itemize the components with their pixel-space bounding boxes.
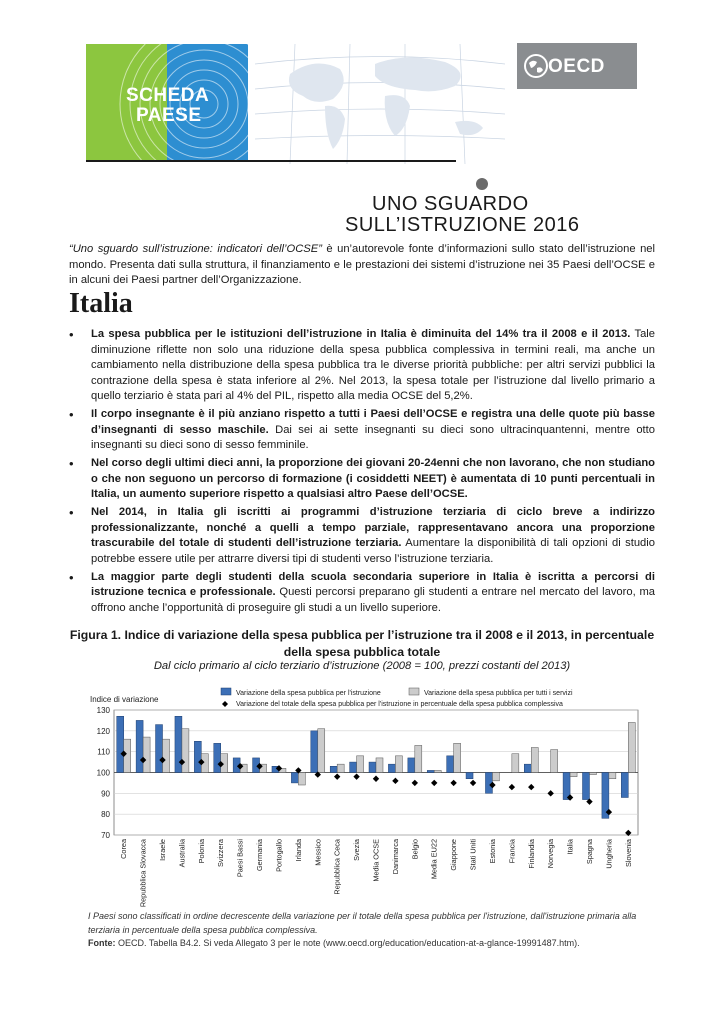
bar-all-services-spending [609,773,616,779]
bar-education-spending [408,758,415,773]
legend-swatch-education [221,688,231,695]
bar-education-spending [388,764,395,772]
bar-education-spending [194,741,201,772]
bar-all-services-spending [143,737,150,772]
bar-education-spending [621,773,628,798]
bar-education-spending [466,773,473,779]
key-finding-bold: La maggior parte degli studenti della scuola secondaria superiore in Italia è iscritta a percorsi di istruzione tecnica e professionale. [91,570,655,599]
badge-line-2: PAESE [136,105,202,126]
x-tick-label: Belgio [410,839,420,860]
y-tick-label: 70 [101,831,110,840]
bar-all-services-spending [395,756,402,773]
x-tick-label: Messico [313,839,323,866]
key-finding-text: Tale diminuzione riflette non solo una riduzione della spesa pubblica complessiva in termini reali, ma anche un cambiamento nella distribuzione della spesa pubblica tra le diverse priorità pubbliche: per altri servizi pubblici la contrazione della spesa è stata inferiore al 2%. Nel 2013, la spesa totale per l’istruzione dal livello primario a quello terziario è stata pari al 4% del PIL, rispetto alla media OCSE del 5,2%. [91,328,655,403]
y-tick-label: 100 [96,768,110,778]
bar-all-services-spending [337,764,344,772]
bar-education-spending [330,766,337,772]
x-tick-label: Estonia [487,839,497,864]
bar-all-services-spending [551,750,558,773]
key-finding-item [69,456,655,503]
key-finding-item [69,327,655,405]
key-finding-item [69,505,655,567]
legend-marker-share [222,701,228,707]
y-axis-label: Indice di variazione [90,695,159,704]
spending-change-chart [86,684,646,910]
key-finding-bold: La spesa pubblica per le istituzioni dell’istruzione in Italia è diminuita del 14% tra il 2008 e il 2013. [91,328,631,340]
bar-education-spending [311,731,318,773]
x-tick-label: Spagna [584,839,594,865]
x-tick-label: Repubblica Slovacca [138,839,148,908]
key-finding-text: Questi percorsi preparano gli studenti a entrare nel mercato del lavoro, ma offrono anche l’opportunità di proseguire gli studi a un livello superiore. [91,586,655,614]
x-tick-label: Stati Uniti [468,839,478,871]
x-tick-label: Giappone [449,839,459,871]
intro-publication-name: “Uno sguardo sull’istruzione: indicatori dell’OCSE” [69,243,322,255]
legend-label-share: Variazione del totale della spesa pubblica per l'istruzione in percentuale della spesa pubblica complessiva [236,701,563,708]
x-tick-label: Media EU22 [429,839,439,880]
bar-all-services-spending [182,729,189,773]
x-tick-label: Polonia [196,839,206,864]
bar-education-spending [214,743,221,772]
badge-line-1: SCHEDA [126,85,210,106]
country-heading: Italia [69,288,133,319]
oecd-globe-icon [523,53,549,79]
x-tick-label: Francia [507,839,517,864]
figure-subtitle: Dal ciclo primario al ciclo terziario d’istruzione (2008 = 100, prezzi costanti del 2013) [153,660,571,672]
bar-all-services-spending [492,773,499,781]
source-label: Fonte: [88,938,116,948]
bar-all-services-spending [454,743,461,772]
y-tick-label: 120 [96,726,110,736]
x-tick-label: Slovenia [623,839,633,867]
intro-paragraph [69,242,655,289]
bar-education-spending [369,762,376,772]
header-dot [476,178,488,190]
legend-label-education: Variazione della spesa pubblica per l'istruzione [236,690,381,697]
x-tick-label: Svezia [352,839,362,861]
world-map-graphic [255,44,505,164]
key-finding-bold: Il corpo insegnante è il più anziano rispetto a tutti i Paesi dell’OCSE e registra una delle quote più basse d’insegnanti di sesso maschile. [91,408,655,436]
bar-all-services-spending [570,773,577,777]
bar-all-services-spending [512,754,519,773]
bar-all-services-spending [589,773,596,775]
y-tick-label: 80 [101,810,110,820]
key-findings-list [69,327,655,619]
bar-education-spending [447,756,454,773]
bar-all-services-spending [434,770,441,772]
x-tick-label: Germania [255,839,265,872]
y-tick-label: 130 [96,706,110,715]
bar-all-services-spending [163,739,170,772]
publication-title-line-2: SULL’ISTRUZIONE 2016 [345,214,580,236]
x-tick-label: Repubblica Ceca [332,839,342,895]
intro-text: è un’autorevole fonte d’informazioni sullo stato dell’istruzione nel mondo. Presenta dati sulla struttura, il finanziamento e le prestazioni dei sistemi d’istruzione nei 35 Paesi dell’OCSE e in alcuni dei Paesi partner dell’Organizzazione. [69,243,655,287]
x-tick-label: Norvegia [546,839,556,869]
header-rule [86,160,456,162]
x-tick-label: Svizzera [216,839,226,867]
y-tick-label: 110 [97,747,110,757]
x-tick-label: Ungheria [604,839,614,869]
key-finding-item [69,570,655,617]
x-tick-label: Paesi Bassi [235,839,245,878]
x-tick-label: Israele [158,839,168,861]
figure-title: Figura 1. Indice di variazione della spesa pubblica per l’istruzione tra il 2008 e il 2013, in percentuale della spesa pubblica totale [69,628,655,659]
bar-all-services-spending [415,745,422,772]
bar-all-services-spending [318,729,325,773]
bar-education-spending [582,773,589,800]
bar-education-spending [427,770,434,772]
bar-all-services-spending [628,723,635,773]
key-finding-text: Dai sei ai sette insegnanti su dieci sono ultracinquantenni, mentre otto insegnanti su dieci sono di sesso femminile. [91,423,655,452]
bar-education-spending [156,725,163,773]
x-tick-label: Portogallo [274,839,284,872]
x-tick-label: Irlanda [293,839,303,862]
key-finding-bold: Nel 2014, in Italia gli iscritti ai programmi d’istruzione terziaria di ciclo breve a indirizzo professionalizzante, nonché a quelli a tempo parziale, rappresentavano ancora una proporzione trascurabile del totale di studenti dell’istruzione terziaria. [91,506,655,550]
x-tick-label: Italia [565,839,575,855]
bar-education-spending [117,716,124,772]
x-tick-label: Australia [177,839,187,868]
x-tick-label: Danimarca [390,839,400,875]
bar-education-spending [524,764,531,772]
x-tick-label: Media OCSE [371,839,381,882]
bar-education-spending [136,720,143,772]
key-finding-bold: Nel corso degli ultimi dieci anni, la proporzione dei giovani 20-24enni che non lavorano, che non studiano o che non seguono un percorso di formazione (i cosiddetti NEET) è aumentata di 10 punti percentuali in Italia, un aumento superiore rispetto a qualsiasi altro Paese dell’OCSE. [91,457,655,501]
bar-all-services-spending [357,756,364,773]
x-tick-label: Corea [119,839,129,859]
key-finding-text: Aumentare la disponibilità di tali opzioni di studio potrebbe essere utile per attrarre diversi tipi di studenti verso l’istruzione terziaria. [91,537,655,565]
legend-label-all-services: Variazione della spesa pubblica per tutti i servizi [424,690,573,697]
x-tick-label: Finlandia [526,839,536,869]
legend-swatch-all-services [409,688,419,695]
oecd-logo-text: OECD [548,56,605,77]
bar-all-services-spending [298,773,305,786]
bar-all-services-spending [376,758,383,773]
source-text: OECD. Tabella B4.2. Si veda Allegato 3 per le note (www.oecd.org/education/education-at-a-glance-19991487.htm). [115,938,580,948]
bar-education-spending [350,762,357,772]
y-tick-label: 90 [101,789,110,799]
bar-education-spending [291,773,298,783]
key-finding-item [69,407,655,454]
figure-source [88,938,648,948]
figure-note: I Paesi sono classificati in ordine decrescente della variazione per il totale della spesa pubblica per l'istruzione, dall'istruzione primaria alla terziaria in percentuale della spesa pubblica complessiva. [88,911,637,935]
badge-title [126,86,209,126]
chart-legend [221,688,573,708]
bar-all-services-spending [531,748,538,773]
publication-title-line-1: UNO SGUARDO [372,193,529,215]
